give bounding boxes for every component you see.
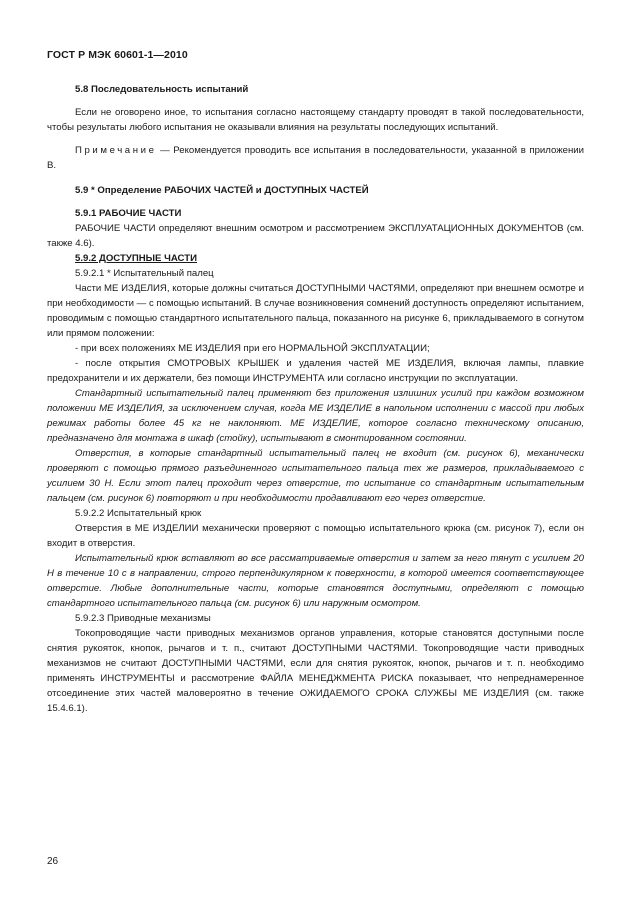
section-5-9-1-paragraph: РАБОЧИЕ ЧАСТИ определяют внешним осмотром и рассмотрением ЭКСПЛУАТАЦИОННЫХ ДОКУМЕНТОВ (см. также 4.6). [47,223,584,249]
page-body [47,82,584,716]
test-method-paragraph: Стандартный испытательный палец применяют без приложения излишних усилий при каждом возможном положении МЕ ИЗДЕЛИЯ, за исключением случая, когда МЕ ИЗДЕЛИЕ в напольном исполнении с массой при любых режимах работы более 45 кг не наклоняют. МЕ ИЗДЕЛИЕ, которое согласно техническому описанию, предназначено для монтажа в шкаф (стойку), испытывают в смонтированном состоянии. [47,388,584,444]
section-5-9-2-1-title: 5.9.2.1 * Испытательный палец [75,268,214,279]
section-5-9-2-2-title: 5.9.2.2 Испытательный крюк [75,508,202,519]
note-text: — Рекомендуется проводить все испытания в последовательности, указанной в приложении В. [47,145,584,171]
section-5-9-2-3-title: 5.9.2.3 Приводные механизмы [75,613,211,624]
section-5-9-title: 5.9 * Определение РАБОЧИХ ЧАСТЕЙ и ДОСТУПНЫХ ЧАСТЕЙ [75,185,369,196]
page-number: 26 [47,856,59,867]
section-5-8-paragraph: Если не оговорено иное, то испытания согласно настоящему стандарту проводят в такой последовательности, чтобы результаты любого испытания не оказывали влияния на результаты последующих испытаний. [47,107,584,133]
test-method-paragraph: Отверстия, в которые стандартный испытательный палец не входит (см. рисунок 6), механически проверяют с помощью прямого разъединенного испытательного пальца тех же размеров, прикладываемого с усилием 30 Н. Если этот палец проходит через отверстие, то испытание со стандартным испытательным пальцем (см. рисунок 6) повторяют и при необходимости продавливают его через отверстие. [47,448,584,504]
section-5-8-title: 5.8 Последовательность испытаний [75,84,249,95]
section-5-9-2-title [75,251,584,266]
section-5-9-2-title-text: 5.9.2 ДОСТУПНЫЕ ЧАСТИ [75,253,197,264]
section-5-9-2-2-paragraph: Отверстия в МЕ ИЗДЕЛИИ механически проверяют с помощью испытательного крюка (см. рисунок 7), если он входит в отверстия. [47,523,584,549]
note-label: Примечание [75,145,157,156]
list-item: - при всех положениях МЕ ИЗДЕЛИЯ при его НОРМАЛЬНОЙ ЭКСПЛУАТАЦИИ; [75,343,430,354]
test-method-paragraph: Испытательный крюк вставляют во все рассматриваемые отверстия и затем за него тянут с усилием 20 Н в течение 10 с в направлении, строго перпендикулярном к поверхности, в которой имеется соответствующее отверстие. Любые дополнительные части, которые становятся доступными, определяют с помощью стандартного испытательного пальца (см. рисунок 6) или наружным осмотром. [47,553,584,609]
note-paragraph [47,143,584,173]
section-5-9-2-3-paragraph: Токопроводящие части приводных механизмов органов управления, которые становятся доступными после снятия рукояток, кнопок, рычагов и т. п., считают ДОСТУПНЫМИ ЧАСТЯМИ. Токопроводящие части приводных механизмов не считают ДОСТУПНЫМИ ЧАСТЯМИ, если для снятия рукояток, кнопок, рычагов и т. п. необходимо применять ИНСТРУМЕНТЫ и рассмотрение ФАЙЛА МЕНЕДЖМЕНТА РИСКА показывает, что непреднамеренное отсоединение этих частей маловероятно в течение ОЖИДАЕМОГО СРОКА СЛУЖБЫ МЕ ИЗДЕЛИЯ (см. также 15.4.6.1). [47,628,584,714]
list-item: - после открытия СМОТРОВЫХ КРЫШЕК и удаления частей МЕ ИЗДЕЛИЯ, включая лампы, плавкие предохранители и их держатели, без помощи ИНСТРУМЕНТА или согласно инструкции по эксплуатации. [47,358,584,384]
section-5-9-1-title: 5.9.1 РАБОЧИЕ ЧАСТИ [75,208,182,219]
section-5-9-2-1-paragraph: Части МЕ ИЗДЕЛИЯ, которые должны считаться ДОСТУПНЫМИ ЧАСТЯМИ, определяют при внешнем осмотре и при необходимости — с помощью испытаний. В случае возникновения сомнений доступность определяют испытанием, проводимым с помощью стандартного испытательного пальца, показанного на рисунке 6, прикладываемого в согнутом или прямом положении: [47,283,584,339]
document-header: ГОСТ Р МЭК 60601-1—2010 [47,49,188,61]
